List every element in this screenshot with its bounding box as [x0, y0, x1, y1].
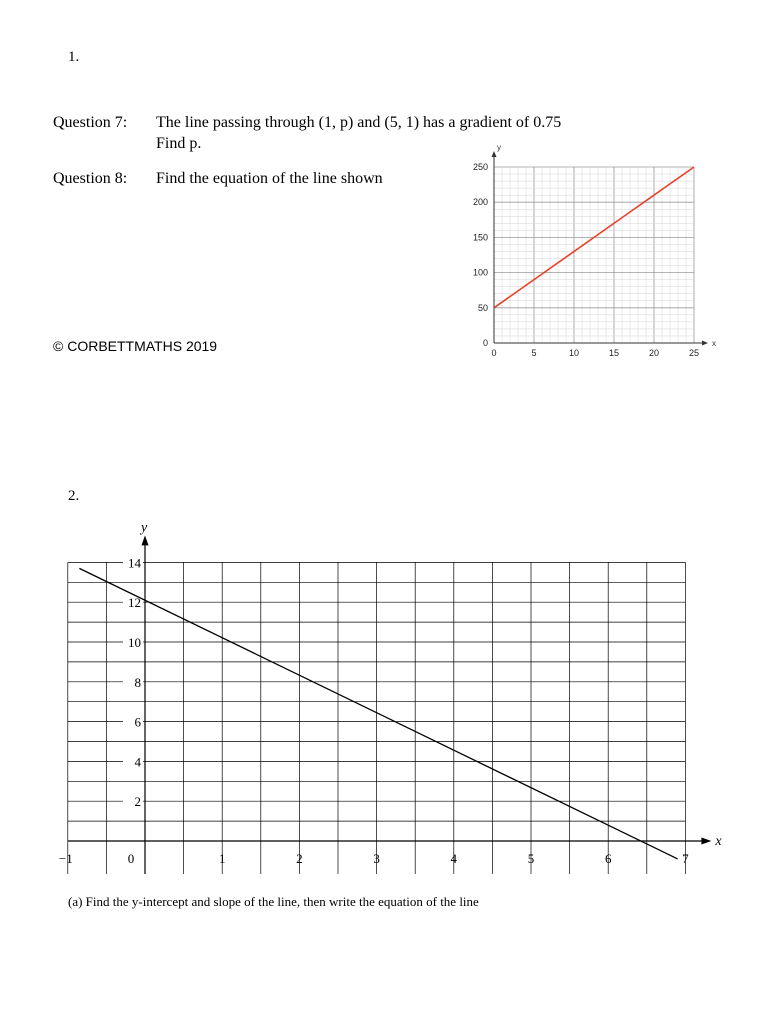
y-axis-label: y — [497, 143, 501, 152]
x-tick-label: 6 — [604, 851, 612, 866]
y-tick-label: 0 — [482, 338, 488, 348]
x-tick-label: 0 — [491, 348, 497, 358]
y-tick-label: 2 — [134, 794, 141, 810]
question-number-1: 1. — [68, 49, 80, 65]
y-tick-label: 14 — [128, 555, 141, 571]
y-tick-label: 150 — [472, 232, 488, 243]
y-axis-label: y — [141, 520, 148, 536]
x-tick-label: −1 — [58, 851, 73, 866]
y-tick-label: 6 — [134, 714, 141, 730]
x-tick-label: 0 — [127, 851, 135, 866]
question-7-label: Question 7: — [53, 114, 128, 131]
x-tick-label: 3 — [373, 851, 380, 866]
y-axis-arrow — [492, 151, 497, 157]
small-line-chart — [470, 140, 730, 370]
y-tick-label: 100 — [472, 267, 488, 278]
x-axis-label: x — [712, 339, 716, 348]
question-8-text: Find the equation of the line shown — [156, 170, 383, 187]
x-tick-label: 1 — [218, 851, 226, 866]
y-tick-label: 12 — [128, 595, 141, 611]
x-axis-label: x — [715, 834, 722, 849]
x-tick-label: 20 — [648, 348, 660, 358]
question-number-2: 2. — [68, 488, 80, 504]
large-line-chart — [30, 515, 730, 890]
y-axis-arrow — [142, 535, 149, 545]
y-tick-label: 250 — [472, 162, 488, 172]
question-2a-caption: (a) Find the y-intercept and slope of the line, then write the equation of the line — [68, 894, 479, 909]
y-tick-label: 8 — [134, 674, 141, 690]
y-tick-label: 200 — [472, 197, 488, 208]
x-tick-label: 5 — [527, 851, 535, 866]
x-tick-label: 2 — [296, 851, 303, 866]
y-tick-label: 10 — [128, 635, 141, 650]
question-8-label: Question 8: — [53, 170, 128, 187]
x-tick-label: 25 — [688, 348, 700, 358]
question-7-subtext: Find p. — [156, 135, 202, 152]
x-tick-label: 10 — [568, 348, 580, 358]
x-axis-arrow — [701, 838, 711, 845]
question-7-text: The line passing through (1, p) and (5, 1) has a gradient of 0.75 — [156, 114, 562, 131]
x-tick-label: 15 — [608, 348, 620, 358]
copyright-notice: © CORBETTMATHS 2019 — [53, 338, 218, 354]
x-tick-label: 4 — [450, 851, 458, 866]
x-tick-label: 5 — [531, 348, 537, 358]
x-tick-label: 7 — [682, 851, 689, 866]
data-line — [79, 568, 677, 859]
y-tick-label: 50 — [477, 302, 488, 313]
x-axis-arrow — [702, 341, 708, 346]
y-tick-label: 4 — [134, 754, 141, 770]
